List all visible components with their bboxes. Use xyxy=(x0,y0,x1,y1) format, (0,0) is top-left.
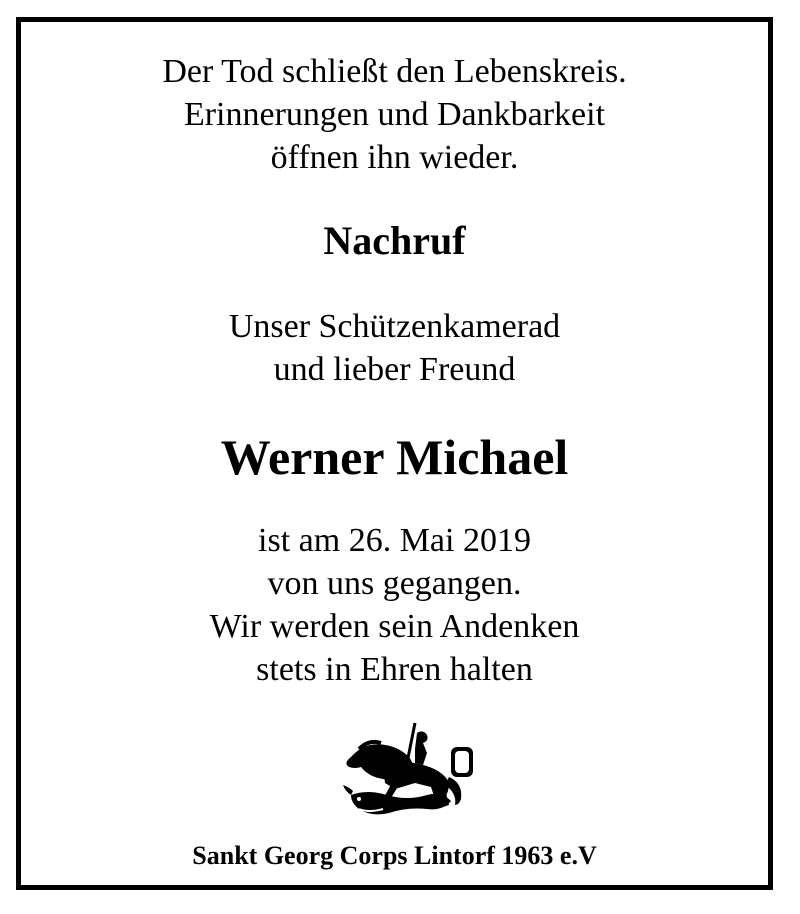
st-george-dragon-emblem-icon xyxy=(333,719,475,821)
motto-quote xyxy=(21,50,768,179)
intro-line-1: Unser Schützenkamerad xyxy=(228,308,561,345)
message-text xyxy=(21,519,768,691)
motto-line-2: Erinnerungen und Dankbarkeit xyxy=(183,96,606,133)
obituary-frame xyxy=(16,17,773,890)
message-line-4: stets in Ehren halten xyxy=(256,651,533,688)
message-line-3: Wir werden sein Andenken xyxy=(209,608,580,645)
message-line-2: von uns gegangen. xyxy=(267,565,522,602)
intro-line-2: und lieber Freund xyxy=(273,351,516,388)
deceased-name: Werner Michael xyxy=(220,429,569,485)
motto-line-3: öffnen ihn wieder. xyxy=(270,139,519,176)
obituary-heading: Nachruf xyxy=(323,218,466,263)
intro-text xyxy=(21,305,768,391)
motto-line-1: Der Tod schließt den Lebenskreis. xyxy=(162,53,627,90)
organization-signature: Sankt Georg Corps Lintorf 1963 e.V xyxy=(192,841,597,870)
message-line-1: ist am 26. Mai 2019 xyxy=(258,522,531,559)
